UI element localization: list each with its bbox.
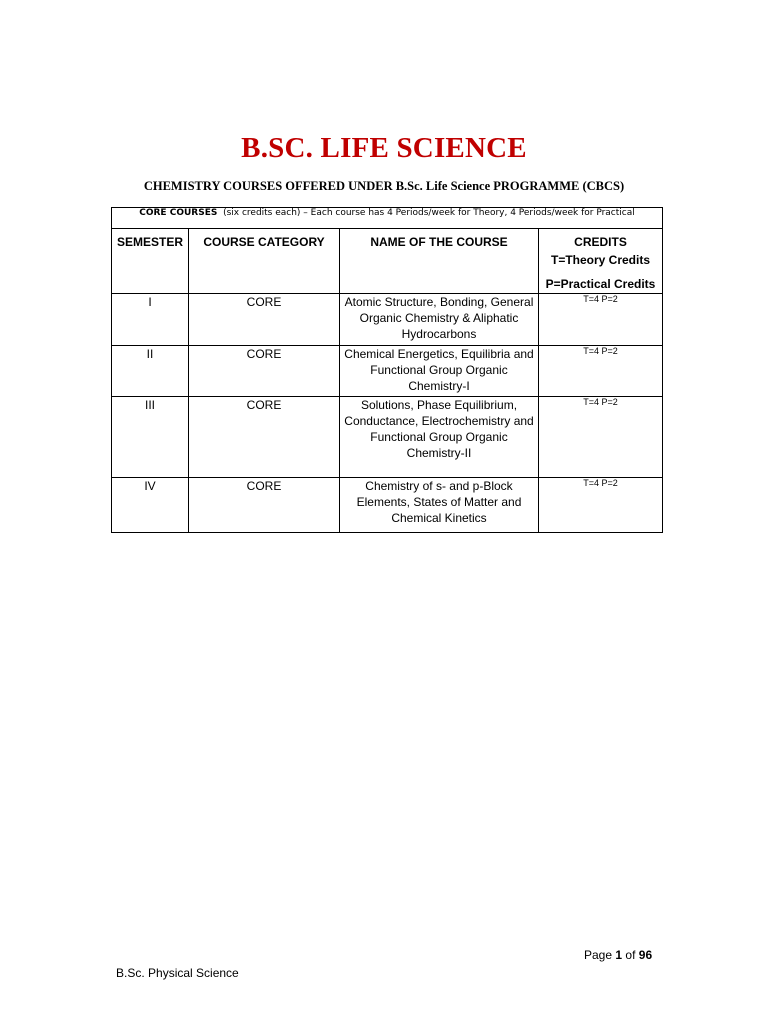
page-number xyxy=(584,948,652,962)
header-credits-theory: T=Theory Credits xyxy=(550,253,651,267)
cell-category: CORE xyxy=(189,294,340,346)
page-total: 96 xyxy=(638,948,653,962)
banner-text: (six credits each) – Each course has 4 Periods/week for Theory, 4 Periods/week for Practical xyxy=(223,208,635,218)
cell-credits: T=4 P=2 xyxy=(539,478,663,533)
cell-credits: T=4 P=2 xyxy=(539,346,663,397)
cell-category: CORE xyxy=(189,478,340,533)
cell-semester: IV xyxy=(112,478,189,533)
table-header-row xyxy=(112,229,663,294)
table-row xyxy=(112,397,663,478)
cell-category: CORE xyxy=(189,346,340,397)
header-category: COURSE CATEGORY xyxy=(189,229,340,294)
page-of: of xyxy=(625,948,636,962)
cell-credits: T=4 P=2 xyxy=(539,294,663,346)
page-label: Page xyxy=(584,948,613,962)
table-row xyxy=(112,346,663,397)
cell-course-name: Solutions, Phase Equilibrium, Conductance, Electrochemistry and Functional Group Organic Chemistry-II xyxy=(340,397,539,478)
header-credits xyxy=(539,229,663,294)
table-banner-row xyxy=(112,208,663,229)
table-row xyxy=(112,478,663,533)
cell-credits: T=4 P=2 xyxy=(539,397,663,478)
courses-table xyxy=(111,207,663,533)
header-credits-label: CREDITS xyxy=(574,235,627,249)
header-name: NAME OF THE COURSE xyxy=(340,229,539,294)
cell-course-name: Chemistry of s- and p-Block Elements, States of Matter and Chemical Kinetics xyxy=(340,478,539,533)
table-row xyxy=(112,294,663,346)
cell-semester: III xyxy=(112,397,189,478)
cell-category: CORE xyxy=(189,397,340,478)
cell-course-name: Chemical Energetics, Equilibria and Functional Group Organic Chemistry-I xyxy=(340,346,539,397)
document-title: B.SC. LIFE SCIENCE xyxy=(241,132,527,164)
page-current: 1 xyxy=(615,948,623,962)
header-semester: SEMESTER xyxy=(112,229,189,294)
cell-course-name: Atomic Structure, Bonding, General Organic Chemistry & Aliphatic Hydrocarbons xyxy=(340,294,539,346)
document-subtitle: CHEMISTRY COURSES OFFERED UNDER B.Sc. Life Science PROGRAMME (CBCS) xyxy=(143,179,625,193)
cell-semester: II xyxy=(112,346,189,397)
banner-bold-text: CORE COURSES xyxy=(139,208,218,218)
header-credits-practical: P=Practical Credits xyxy=(545,277,656,291)
table-banner xyxy=(112,208,663,229)
cell-semester: I xyxy=(112,294,189,346)
page-footer: B.Sc. Physical Science xyxy=(116,966,239,980)
